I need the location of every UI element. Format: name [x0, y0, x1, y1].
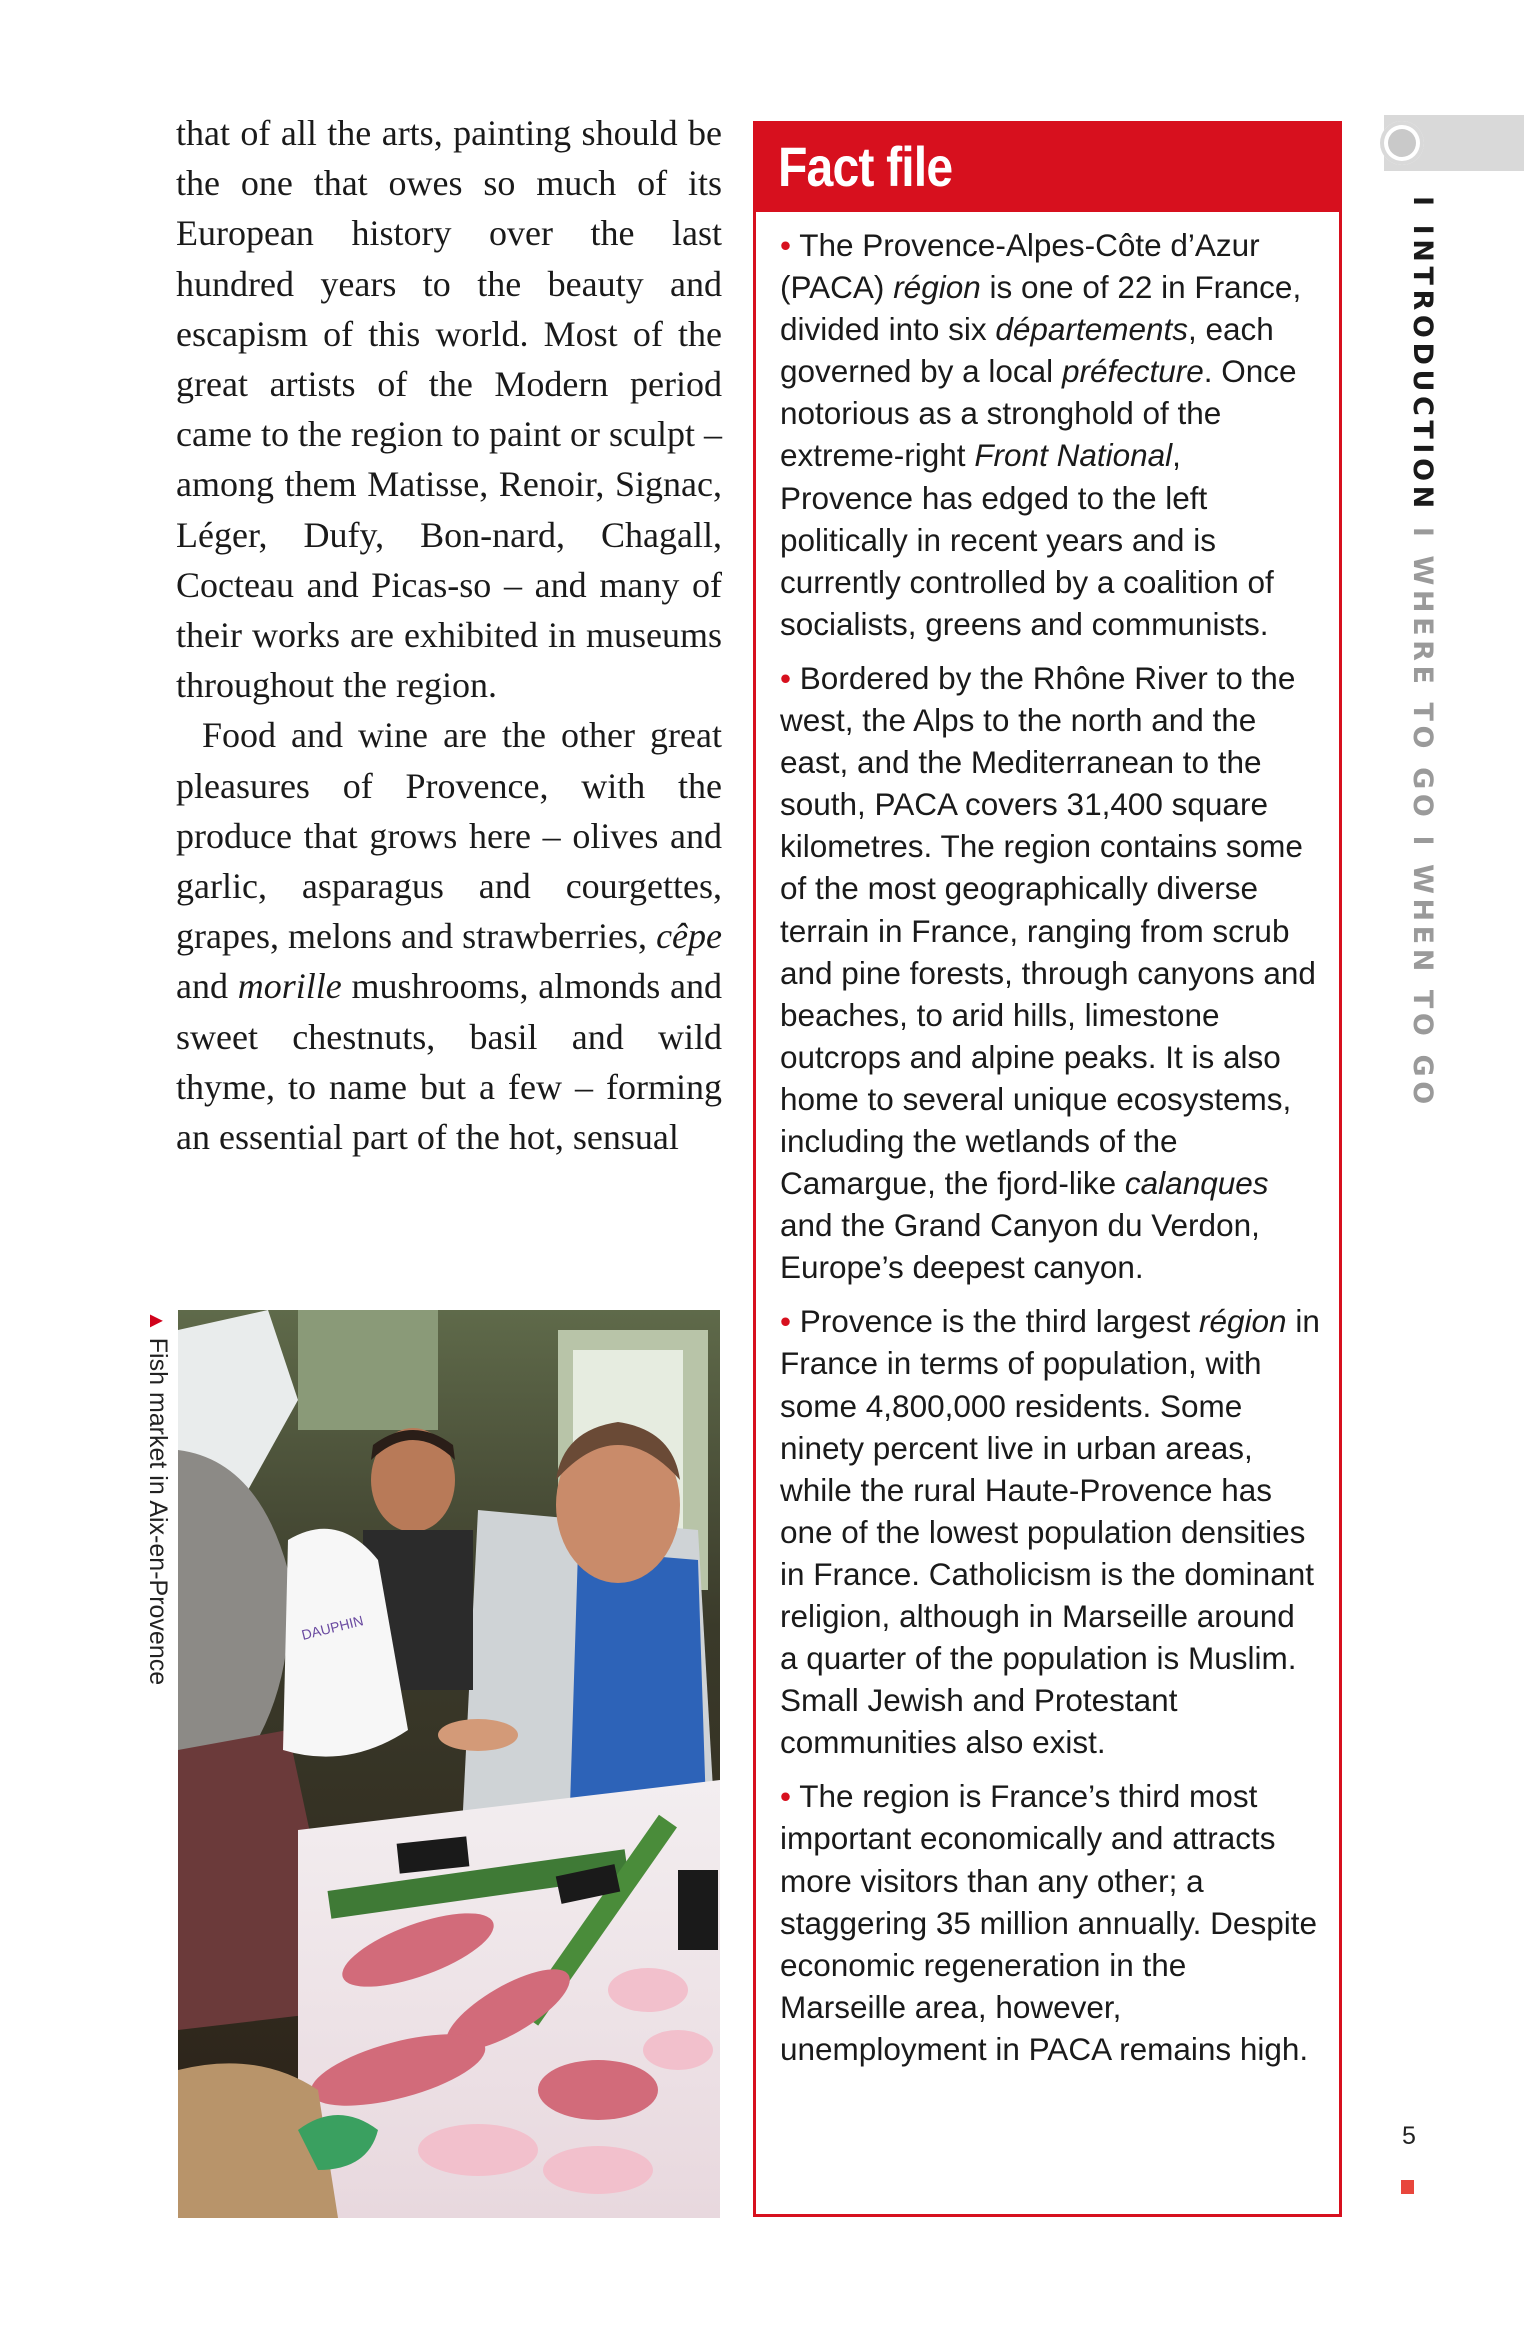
page-number: 5	[1402, 2122, 1416, 2150]
caption-text: Fish market in Aix-en-Provence	[144, 1337, 172, 1686]
fact-item-3: • Provence is the third largest région in France in terms of population, with some 4,800,000 residents. Some ninety percent live in urban areas, while the rural Haute-Provence has one of the lowest population densities in France. Catholicism is the dominant religion, although in Marseille around a quarter of the population is Muslim. Small Jewish and Protestant communities also exist.	[780, 1303, 1320, 1761]
caption-triangle-icon: ▲	[145, 1310, 170, 1332]
morille-italic: morille	[237, 966, 342, 1007]
chapter-navigation	[1402, 196, 1442, 1109]
bullet-icon: •	[780, 1303, 792, 1340]
cepe-italic: cêpe	[656, 916, 722, 957]
fact-item-2: • Bordered by the Rhône River to the west, the Alps to the north and the east, and the Mediterranean to the south, PACA covers 31,400 square kilometres. The region contains some of the most geographically diverse terrain in France, ranging from scrub and pine forests, through canyons and beaches, to arid hills, limestone outcrops and alpine peaks. It is also home to several unique ecosystems, including the wetlands of the Camargue, the fjord-like calanques and the Grand Canyon du Verdon, Europe’s deepest canyon.	[780, 659, 1316, 1286]
fact-file-header	[756, 124, 1339, 212]
fish-market-photo	[178, 1310, 720, 2218]
fact-item-1: • The Provence-Alpes-Côte d’Azur (PACA) région is one of 22 in France, divided into six départements, each governed by a local préfecture. Once notorious as a stronghold of the extreme-right Front National, Provence has edged to the left politically in recent years and is currently controlled by a coalition of socialists, greens and communists.	[780, 227, 1302, 642]
photo-caption	[142, 1310, 174, 1690]
fact-item-4: • The region is France’s third most important economically and attracts more visitors than any other; a staggering 35 million annually. Despite economic regeneration in the Marseille area, however, unemployment in PACA remains high.	[780, 1778, 1317, 2067]
bullet-icon: •	[780, 227, 792, 263]
bullet-icon: •	[780, 659, 792, 696]
chapter-circle-icon	[1380, 121, 1424, 165]
nav-separator: I	[1407, 835, 1438, 851]
nav-item-when-to-go[interactable]: WHEN TO GO	[1407, 864, 1438, 1109]
fact-file-title: Fact file	[778, 135, 953, 198]
fact-file-box	[753, 121, 1342, 2217]
bullet-icon: •	[780, 1778, 792, 1815]
nav-separator: I	[1407, 196, 1438, 211]
body-paragraph-1: that of all the arts, painting should be the one that owes so much of its European history over the last hundred years to the beauty and escapism of this world. Most of the great artists of the Modern period came to the region to paint or sculpt – among them Matisse, Renoir, Signac, Léger, Dufy, Bon-nard, Chagall, Cocteau and Picas-so – and many of their works are exhibited in museums throughout the region.	[176, 113, 722, 706]
nav-separator: I	[1407, 526, 1438, 542]
body-paragraph-2: Food and wine are the other great pleasures of Provence, with the produce that grows here – olives and garlic, asparagus and courgettes, grapes, melons and strawberries, cêpe and morille mushrooms, almonds and sweet chestnuts, basil and wild thyme, to name but a few – forming an essential part of the hot, sensual	[176, 715, 723, 1158]
fish-market-illustration	[178, 1310, 720, 2218]
page-marker-square	[1401, 2180, 1414, 2194]
nav-item-introduction[interactable]: INTRODUCTION	[1407, 224, 1438, 513]
fact-file-body	[780, 224, 1320, 2082]
body-text-column	[176, 108, 722, 1162]
nav-item-where-to-go[interactable]: WHERE TO GO	[1407, 555, 1438, 822]
svg-text:DAUPHIN: DAUPHIN	[299, 1612, 365, 1643]
